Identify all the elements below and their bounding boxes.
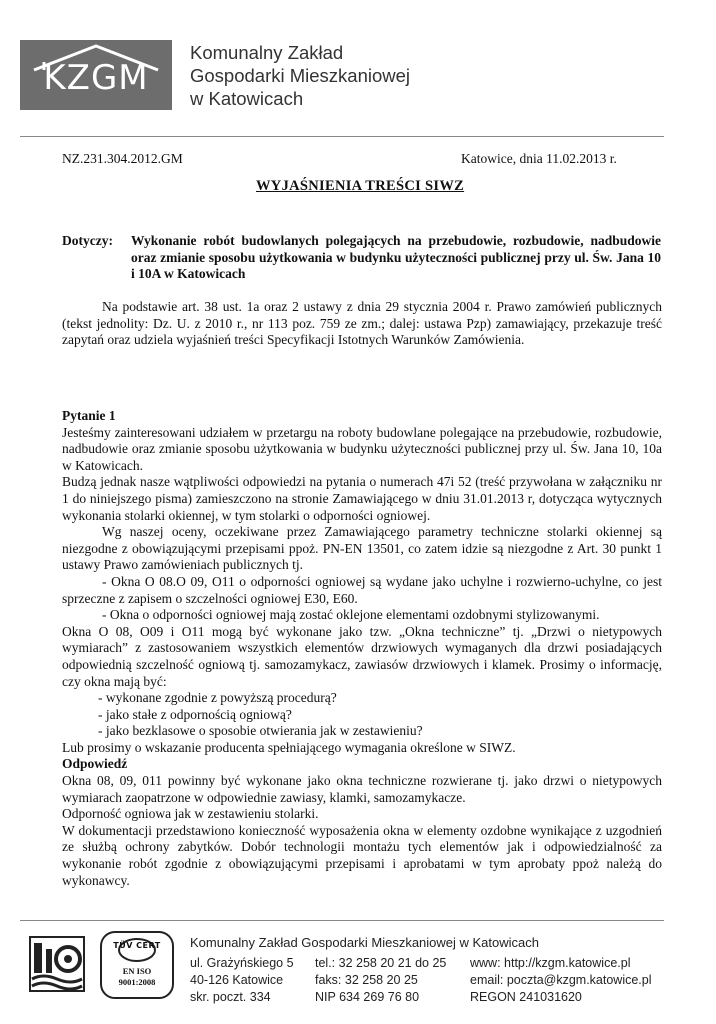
question-bullet: - jako bezklasowe o sposobie otwierania jak w zestawieniu? [98,723,423,739]
document-title: WYJAŚNIENIA TREŚCI SIWZ [256,178,465,194]
footer-phones: tel.: 32 258 20 21 do 25 faks: 32 258 20 25 NIP 634 269 76 80 [315,956,447,1004]
answer-p2: Odporność ogniowa jak w zestawieniu stolarki. [62,806,319,822]
document-date: Katowice, dnia 11.02.2013 r. [461,151,617,166]
footer-web: www: http://kzgm.katowice.pl email: poczta@kzgm.katowice.pl REGON 241031620 [470,956,652,1004]
question-section [62,408,662,889]
email-link[interactable]: email: poczta@kzgm.katowice.pl [470,973,652,987]
header-org-name: Komunalny Zakład Gospodarki Mieszkaniowej w Katowicach [190,42,411,109]
footer-address: ul. Grażyńskiego 5 40-126 Katowice skr. poczt. 334 [190,956,294,1004]
question-p1: Jesteśmy zainteresowani udziałem w przetargu na roboty budowlane polegające na przebudowie, rozbudowie, nadbudowie oraz zmianie sposobu użytkowania w budynku użyteczności publicznej przy ul. Św. Jana 10, 10a w Katowicach. [62,424,662,473]
intro-paragraph: Na podstawie art. 38 ust. 1a oraz 2 ustawy z dnia 29 stycznia 2004 r. Prawo zamówień publicznych (tekst jednolity: Dz. U. z 2010 r., nr 113 poz. 759 ze zm.; dalej: ustawa Pzp) zamawiający, przekazuje treść zapytań oraz udziela wyjaśnień treści Specyfikacji Istotnych Warunków Zamówienia. [62,299,662,348]
question-p6: Okna O 08, O09 i O11 mogą być wykonane jako tzw. „Okna techniczne” tj. „Drzwi o nietypowych wymiarach” z zastosowaniem wszystkich elementów drzwiowych wymaganych dla drzwi posiadających odpowiednią szczelność ogniową tj. samozamykacz, zawiasów drzwiowych i klamek. Prosimy o informację, czy okna mają być: [62,623,662,689]
coat-of-arms-icon [28,935,86,993]
subject-text: Wykonanie robót budowlanych polegających na przebudowie, rozbudowie, nadbudowie oraz zmianie sposobu użytkowania w budynku użyteczności publicznej przy ul. Św. Jana 10 i 10A w Katowicach [131,233,661,281]
footer-divider [20,920,664,921]
question-bullet: - jako stałe z odpornością ogniową? [98,706,292,722]
cert-top-text: TÜV CERT [113,941,161,950]
answer-p3: W dokumentacji przedstawiono konieczność wyposażenia okna w elementy ozdobne wynikające z uzgodnień ze służbą ochrony zabytków. Dobór technologii montażu tych elementów jak i odpowiedzialność za wykonanie robót zgodnie z obowiązującymi przepisami i aprobatami w tym aprobaty ppoż należą do wykonawcy. [62,822,662,888]
reference-number: NZ.231.304.2012.GM [62,151,183,166]
cert-standard: EN ISO 9001:2008 [118,966,156,987]
answer-p1: Okna 08, 09, 011 powinny być wykonane jako okna techniczne rozwierane tj. jako drzwi o nietypowych wymiarach zaopatrzone w odpowiednie zawiasy, klamki, samozamykacze. [62,773,662,805]
question-p2: Budzą jednak nasze wątpliwości odpowiedzi na pytania o numerach 47i 52 (treść przywołana w załączniku nr 1 do niniejszego pisma) zamieszczono na stronie Zamawiającego w dniu 31.01.2013 r, dotycząca wytycznych wykonania stolarki okiennej, w tym stolarki o odporności ogniowej. [62,474,662,523]
website-link[interactable]: www: http://kzgm.katowice.pl [470,956,631,970]
question-bullet: - wykonane zgodnie z powyższą procedurą? [98,690,337,706]
question-p7: Lub prosimy o wskazanie producenta spełniającego wymagania określone w SIWZ. [62,739,516,755]
footer-org-name: Komunalny Zakład Gospodarki Mieszkaniowej w Katowicach [190,935,539,950]
subject-label: Dotyczy: [62,233,113,248]
header-divider [20,136,664,137]
question-p4: - Okna O 08.O 09, O11 o odporności ogniowej są wydane jako uchylne i rozwierno-uchylne, co jest sprzeczne z zapisem o szczelności ogniowej E30, E60. [62,573,662,606]
logo-text: KZGM [43,58,149,98]
answer-heading: Odpowiedź [62,756,128,772]
question-p5: - Okna o odporności ogniowej mają zostać oklejone elementami ozdobnymi stylizowanymi. [102,607,600,623]
question-heading: Pytanie 1 [62,408,116,423]
question-p3: Wg naszej oceny, oczekiwane przez Zamawiającego parametry techniczne stolarki okiennej są niezgodne z obowiązującymi przepisami ppoż. PN-EN 13501, co zatem idzie są niezgodne z Art. 30 punkt 1 ustawy Prawo zamówieniach publicznych tj. [62,524,662,573]
